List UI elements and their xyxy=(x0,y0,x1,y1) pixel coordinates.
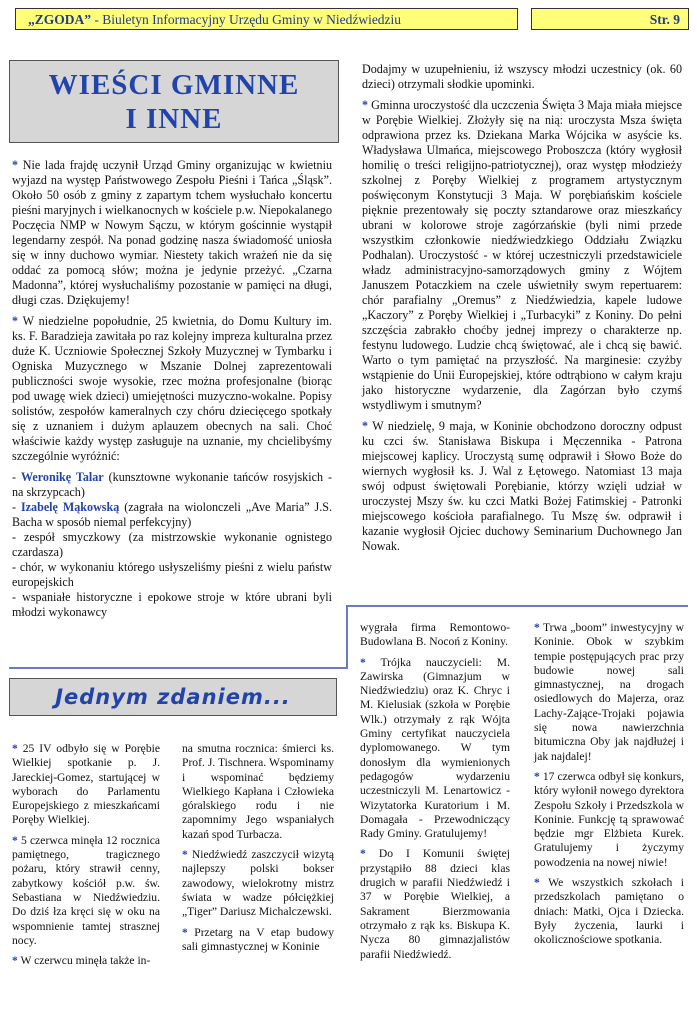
news-item xyxy=(182,926,334,955)
bullet-star: * xyxy=(362,98,369,112)
bulletin-name: „ZGODA” xyxy=(28,12,92,27)
bullet-star: * xyxy=(360,655,366,669)
news-column-4 xyxy=(534,621,684,954)
news-text: We wszystkich szkołach i przedszkolach pamiętano o dniach: Matki, Ojca i Dziecka. Były życzenia, laurki i okolicznościowe spotkania. xyxy=(534,876,684,947)
news-item: wygrała firma Remontowo-Budowlana B. Nocoń z Koniny. xyxy=(360,621,510,649)
article-continuation: Dodajmy w uzupełnieniu, iż wszyscy młodzi uczestnicy (ok. 60 dzieci) otrzymali słodkie upominki. xyxy=(362,62,682,91)
bullet-star: * xyxy=(12,742,18,755)
left-column xyxy=(12,158,332,620)
bullet-star: * xyxy=(534,876,540,890)
news-text: Do I Komunii świętej przystąpiło 88 dzieci klas drugich w parafii Niedźwiedź i 37 w Porębie Wielkiej, a Sakrament Bierzmowania otrzymało z rąk ks. Biskupa K. Nycza 80 gimnazjalistów parafii Niedźwiedź. xyxy=(360,847,510,961)
person-name: Izabelę Mąkowską xyxy=(20,500,120,514)
separator-line xyxy=(346,605,348,669)
news-text: Trójka nauczycieli: M. Zawirska (Gimnazjum w Niedźwiedziu) oraz K. Chryc i M. Kielusiak (szkoła w Porębie Wlk.) otrzymały z rąk Wójta Gminy certyfikat nauczyciela dyplomowanego. W tym donosłym dla wymienionych pedagogów wydarzeniu uczestniczyli M. Lenartowicz - Wizytatorka Kuratorium i M. Domagała - Przewodniczący Rady Gminy. Gratulujemy! xyxy=(360,655,510,841)
news-item xyxy=(534,770,684,870)
person-name: Weronikę Talar xyxy=(20,470,104,484)
article-text: W niedzielne popołudnie, 25 kwietnia, do Domu Kultury im. ks. F. Baradzieja zawitała po raz kolejny impreza kulturalna przez duże K. Uczniowie Społecznej Szkoły Muzycznej w Tymbarku i Ogniska Muzycznego w Mszanie Dolnej zaprezentowali publiczności swoje wysokie, rzec można profesjonalne (biorąc pod uwagę wiek dzieci) umiejętności muzyczno-wokalne. Popisy solistów, zespołów kameralnych czy chóru dziecięcego spotkały się z uznaniem i dużym aplauzem obecnych na sali. Choć właściwie każdy występ zasługuje na uznanie, my chcielibyśmy szczególnie wyróżnić: xyxy=(12,314,333,463)
list-item: - wspaniałe historyczne i epokowe stroje w które ubrani byli młodzi wykonawcy xyxy=(12,590,332,619)
news-text: 5 czerwca minęła 12 rocznica pamiętnego, tragicznego pożaru, który strawił cenny, zabytkowy kościół p.w. św. Sebastiana w Niedźwiedziu. Do dziś łza kręci się w oku na wspomnienie tamtej strasznej nocy. xyxy=(12,833,160,947)
list-item-text: (zagrała na wiolonczeli „Ave Maria” J.S. Bacha w sposób niemal perfekcyjny) xyxy=(12,500,332,529)
bullet-star: * xyxy=(12,954,18,968)
bullet-star: * xyxy=(182,848,188,862)
news-item xyxy=(360,656,510,842)
article-text: W niedzielę, 9 maja, w Koninie obchodzono doroczny odpust ku czci św. Stanisława Biskupa i Męczennika - Patrona miejscowej kaplicy. Uroczystą sumę odprawił i Słowo Boże do wiernych wygłosił ks. J. Wal z Łętowego. Natomiast 13 maja swój odpust świętowali Porębianie, którzy wzięli udział w uroczystej Mszy św. ku czci Matki Bożej Fatimskiej - Patronki miejscowego kościoła parafialnego. Tu Mszę św. odprawił i kazanie wygłosił Ojciec duchowy Seminarium Duchownego Jan Nowak. xyxy=(362,419,683,553)
news-text: Trwa „boom” inwestycyjny w Koninie. Obok w szybkim tempie postępujących prac przy budowie nowej sali gimnastycznej, na drogach osiedlowych do Majerza, oraz Lachy-Zające-Trojaki pojawia się nowa nawierzchnia bitumiczna Oby jak najdłużej i jak najdalej! xyxy=(534,621,684,763)
article-odpust xyxy=(362,419,682,554)
jednym-zdaniem-title: Jednym zdaniem... xyxy=(9,678,337,716)
article-koncert xyxy=(12,314,332,464)
news-column-1 xyxy=(12,742,160,974)
news-text: 25 IV odbyło się w Porębie Wielkiej spotkanie p. J. Jareckiej-Gomez, startującej w wyborach do Parlamentu Europejskiego z mieszkańcami Poręby Wielkiej. xyxy=(12,742,160,827)
news-item xyxy=(182,848,334,919)
bullet-star: * xyxy=(12,158,19,172)
article-3-maja xyxy=(362,98,682,413)
news-item xyxy=(12,742,160,828)
news-item xyxy=(534,621,684,764)
article-text: Nie lada frajdę uczynił Urząd Gminy organizując w kwietniu wyjazd na występ Państwowego Zespołu Pieśni i Tańca „Śląsk”. Około 50 osób z gminy z zapartym tchem wysłuchało koncertu pieśni maryjnych i wielkanocnych w kościele p.w. Niepokalanego Poczęcia NMP w Nowym Sączu, w którym gościnnie wystąpił legendarny zespół. Na ponad godzinę nasza świadomość uniosła się w inny duchowo wymiar. Niestety takich wrażeń nie da się oddać za pomocą słów; można je jedynie przeżyć. „Czarna Madonna”, której wysłuchaliśmy pozostanie w pamięci na długi, długi czas. Dziękujemy! xyxy=(12,158,332,307)
separator-line xyxy=(346,605,688,607)
separator-line xyxy=(9,667,348,669)
page-number: Str. 9 xyxy=(531,8,689,30)
news-item xyxy=(12,834,160,948)
bullet-star: * xyxy=(12,833,18,847)
news-text: Przetarg na V etap budowy sali gimnastycznej w Koninie xyxy=(182,925,334,953)
list-item: - zespół smyczkowy (za mistrzowskie wykonanie ognistego czardasza) xyxy=(12,530,332,559)
section-title-line1: WIEŚCI GMINNE xyxy=(48,69,300,101)
news-column-3 xyxy=(360,621,510,968)
section-title-line2: I INNE xyxy=(125,103,223,135)
list-item: - Weronikę Talar (kunsztowne wykonanie tańców rosyjskich - na skrzypcach) xyxy=(12,470,332,499)
news-item xyxy=(534,876,684,947)
news-item xyxy=(360,847,510,961)
bullet-star: * xyxy=(534,769,540,783)
list-item: - chór, w wykonaniu którego usłyszeliśmy pieśni z wielu państw europejskich xyxy=(12,560,332,589)
bulletin-subtitle: - Biuletyn Informacyjny Urzędu Gminy w Niedźwiedziu xyxy=(91,12,402,27)
article-text: Gminna uroczystość dla uczczenia Święta 3 Maja miała miejsce w Porębie Wielkiej. Złożyły się na nią: uroczysta Msza święta odprawiona przez ks. Dziekana Marka Wójcika w asyście ks. Władysława Ulmańca, miejscowego Proboszcza (który wygłosił homilię o treści religijno-patriotycznej), oraz występ młodzieży szkolnej z Poręby Wielkiej z programem artystycznym poświęconym Konstytucji 3 Maja. W porębiańskim kościele pięknie prezentowały się poczty sztandarowe oraz mieszkańcy ubrani w kolorowe stroje zagórzańskie (byli nimi przede wszystkim członkowie niedźwiedzkiego Oddziału Związku Podhalan). Uroczystość - w której uczestniczyli przedstawiciele władz administracyjno-samorządowych gminy z Wójtem Januszem Potaczkiem na czele uświetniły swym repertuarem: chór parafialny „Oremus” z Niedźwiedzia, kapele ludowe „Kaczory” z Poręby Wielkiej i „Turbacyki” z Koniny. Do pełni szczęścia zabrakło choćby jednej imprezy o charakterze np. festynu ludowego. Ludzie chcą świętować, ale i chcą się bawić. Warto o tym pamiętać na przyszłość. Na marginesie: czyżby wstąpienie do Unii Europejskiej, które odtrąbiono w całym kraju jako historyczne wydarzenie, dla Zagórzan było czymś wstydliwym i smutnym? xyxy=(362,98,682,412)
right-column xyxy=(362,62,682,560)
news-text: W czerwcu minęła także in- xyxy=(20,954,151,968)
list-item-text: (kunsztowne wykonanie tańców rosyjskich - na skrzypcach) xyxy=(12,470,332,499)
bullet-star: * xyxy=(362,419,369,433)
bullet-star: * xyxy=(360,847,366,861)
bullet-star: * xyxy=(534,621,540,634)
section-title xyxy=(9,60,339,143)
news-text: Niedźwiedź zaszczycił wizytą najlepszy polski bokser zawodowy, wielokrotny mistrz świata w wadze półciężkiej „Tiger” Dariusz Michalczewski. xyxy=(182,848,334,919)
bullet-star: * xyxy=(12,314,19,328)
article-slask xyxy=(12,158,332,308)
list-item: - Izabelę Mąkowską (zagrała na wiolonczeli „Ave Maria” J.S. Bacha w sposób niemal perfekcyjny) xyxy=(12,500,332,529)
news-item: na smutna rocznica: śmierci ks. Prof. J. Tischnera. Wspominamy i wspominać będziemy Wielkiego Kapłana i Człowieka góralskiego rodu i nie zapomnimy Jego wspaniałych kazań spod Turbacza. xyxy=(182,742,334,841)
news-item xyxy=(12,954,160,968)
bulletin-header xyxy=(15,8,518,30)
distinction-list xyxy=(12,470,332,620)
news-column-2 xyxy=(182,742,334,960)
bullet-star: * xyxy=(182,925,188,939)
news-text: 17 czerwca odbył się konkurs, który wyłonił nowego dyrektora Zespołu Szkoły i Przedszkola w Koninie. Funkcję tą sprawować będzie mgr Elżbieta Kurek. Gratulujemy i życzymy powodzenia na nowej niwie! xyxy=(534,769,684,869)
